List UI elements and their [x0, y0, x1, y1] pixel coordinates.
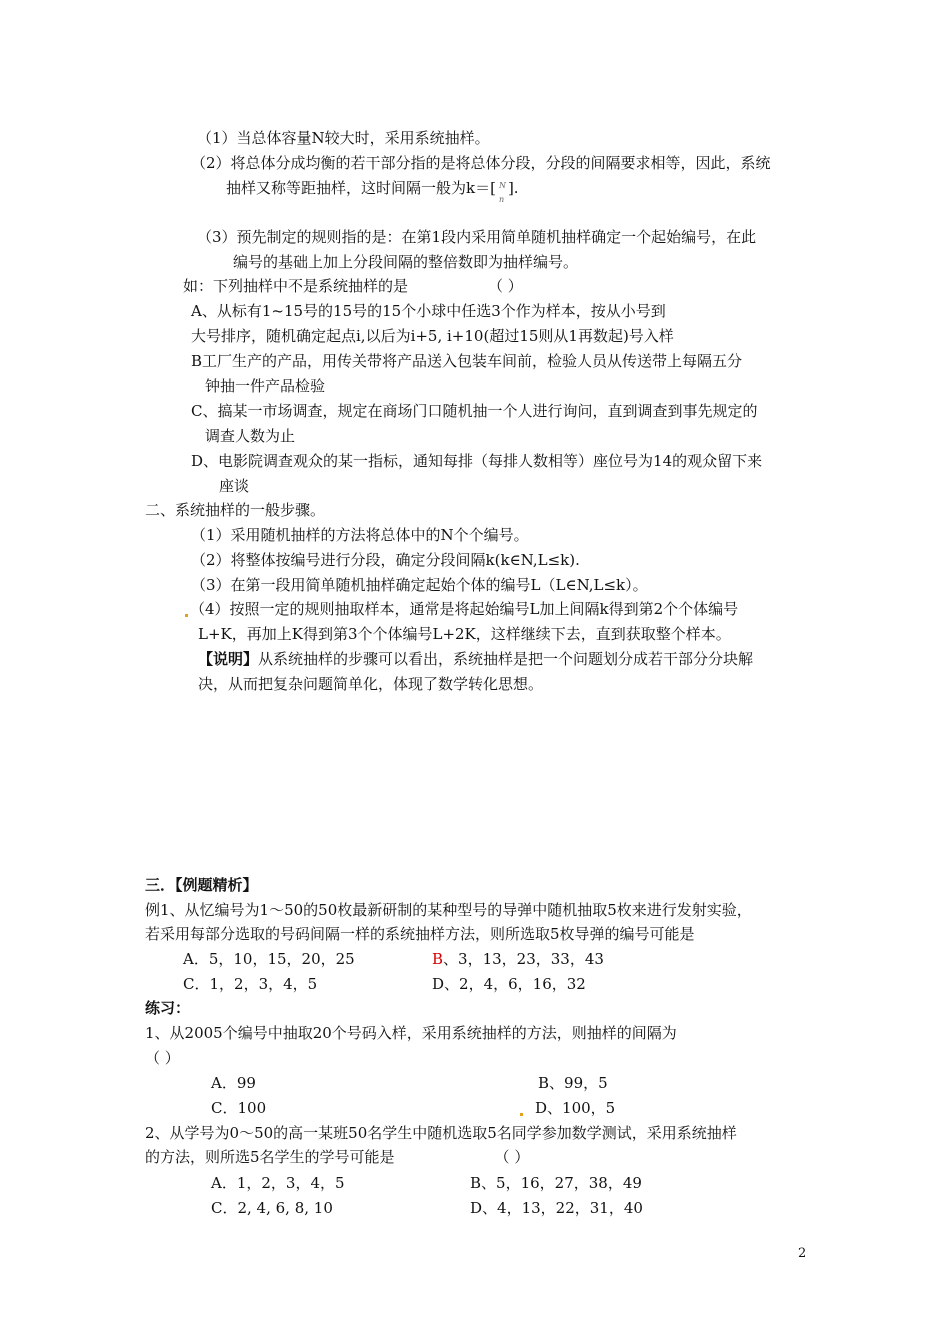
practice-title: 练习： [145, 999, 191, 1017]
option-b-line-1: B工厂生产的产品，用传关带将产品送入包装车间前，检验人员从传送带上每隔五分 [191, 352, 743, 370]
option-c-line-2: 调查人数为止 [205, 427, 296, 445]
paragraph-3-line-2: 编号的基础上加上分段间隔的整倍数即为抽样编号。 [233, 253, 579, 271]
note-label: 【说明】 [198, 650, 259, 668]
step-4-text: （4）按照一定的规则抽取样本，通常是将起始编号L加上间隔k得到第2个个体编号 [190, 600, 739, 618]
option-d-line-2: 座谈 [219, 477, 250, 495]
practice-2-option-c: C．2, 4, 6, 8, 10 [211, 1199, 333, 1217]
fraction-denominator: n [498, 195, 505, 204]
practice-1-option-b: B、99，5 [538, 1074, 608, 1092]
note-text: 从系统抽样的步骤可以看出，系统抽样是把一个问题划分成若干部分分块解 [258, 650, 754, 668]
step-3: （3）在第一段用简单随机抽样确定起始个体的编号L（L∈N,L≤k）。 [191, 576, 648, 594]
page-number: 2 [798, 1246, 807, 1261]
paragraph-1: （1）当总体容量N较大时，采用系统抽样。 [197, 129, 490, 147]
question-text: 如：下列抽样中不是系统抽样的是 [183, 277, 409, 295]
fraction-n-over-n [496, 178, 508, 204]
example-1-option-a: A．5，10，15，20，25 [183, 950, 355, 968]
example-1-option-c: C．1，2，3，4，5 [183, 975, 318, 993]
practice-1-line-1: 1、从2005个编号中抽取20个号码入样，采用系统抽样的方法，则抽样的间隔为 [145, 1024, 677, 1042]
note-line-2: 决，从而把复杂问题简单化，体现了数学转化思想。 [198, 675, 544, 693]
bullet-dot [185, 614, 188, 617]
example-1-option-b [432, 949, 604, 969]
paragraph-3-line-1: （3）预先制定的规则指的是：在第1段内采用简单随机抽样确定一个起始编号，在此 [197, 228, 757, 246]
option-d-line-1: D、电影院调查观众的某一指标，通知每排（每排人数相等）座位号为14的观众留下来 [191, 452, 763, 470]
practice-2-line-2 [145, 1147, 529, 1167]
answer-bracket: （ ） [494, 1148, 530, 1166]
bullet-dot [520, 1113, 523, 1116]
fraction-numerator: N [498, 181, 506, 190]
step-4-line-2: L+K，再加上K得到第3个个体编号L+2K，这样继续下去，直到获取整个样本。 [198, 625, 731, 643]
practice-2-option-d: D、4，13，22，31，40 [470, 1199, 643, 1217]
practice-2-line-1: 2、从学号为0～50的高一某班50名学生中随机选取5名同学参加数学测试，采用系统抽样 [145, 1124, 737, 1142]
option-b-text: 、3，13，23，33，43 [443, 950, 604, 968]
practice-2-option-a: A．1，2，3，4，5 [211, 1174, 345, 1192]
practice-1-line-2: （ ） [145, 1049, 180, 1067]
option-a-line-2: 大号排序，随机确定起点i,以后为i+5, i+10(超过15则从1再数起)号入样 [191, 327, 674, 345]
step-4-line-1 [185, 599, 738, 619]
answer-bracket: （ ） [488, 277, 523, 295]
question-line [183, 276, 523, 296]
paragraph-2-end: ]. [507, 179, 519, 197]
practice-2-text: 的方法，则所选5名学生的学号可能是 [145, 1148, 395, 1166]
section-3-title: 三．【例题精析】 [145, 876, 258, 894]
note-line-1 [198, 649, 753, 669]
practice-1-option-d [520, 1098, 615, 1118]
practice-1-option-a: A．99 [211, 1074, 256, 1092]
example-1-option-d: D、2，4，6，16，32 [432, 975, 586, 993]
practice-2-option-b: B、5，16，27，38，49 [470, 1174, 642, 1192]
paragraph-2-text: 抽样又称等距抽样，这时间隔一般为k＝[ [226, 179, 496, 197]
paragraph-2-line-1: （2）将总体分成均衡的若干部分指的是将总体分段，分段的间隔要求相等，因此，系统 [191, 154, 771, 172]
option-b-letter: B [432, 950, 444, 968]
option-a-line-1: A、从标有1~15号的15号的15个小球中任选3个作为样本，按从小号到 [191, 302, 666, 320]
example-1-line-2: 若采用每部分选取的号码间隔一样的系统抽样方法，则所选取5枚导弹的编号可能是 [145, 925, 695, 943]
section-2-title: 二、系统抽样的一般步骤。 [145, 501, 326, 519]
example-1-line-1: 例1、从忆编号为1～50的50枚最新研制的某种型号的导弹中随机抽取5枚来进行发射实验， [145, 901, 752, 919]
paragraph-2-line-2 [226, 178, 519, 204]
option-c-line-1: C、搞某一市场调查，规定在商场门口随机抽一个人进行询问，直到调查到事先规定的 [191, 402, 758, 420]
step-1: （1）采用随机抽样的方法将总体中的N个个编号。 [191, 526, 529, 544]
option-d-text: D、100，5 [535, 1099, 616, 1117]
option-b-line-2: 钟抽一件产品检验 [205, 377, 326, 395]
practice-1-option-c: C．100 [211, 1099, 267, 1117]
step-2: （2）将整体按编号进行分段，确定分段间隔k(k∈N,L≤k). [191, 551, 580, 569]
